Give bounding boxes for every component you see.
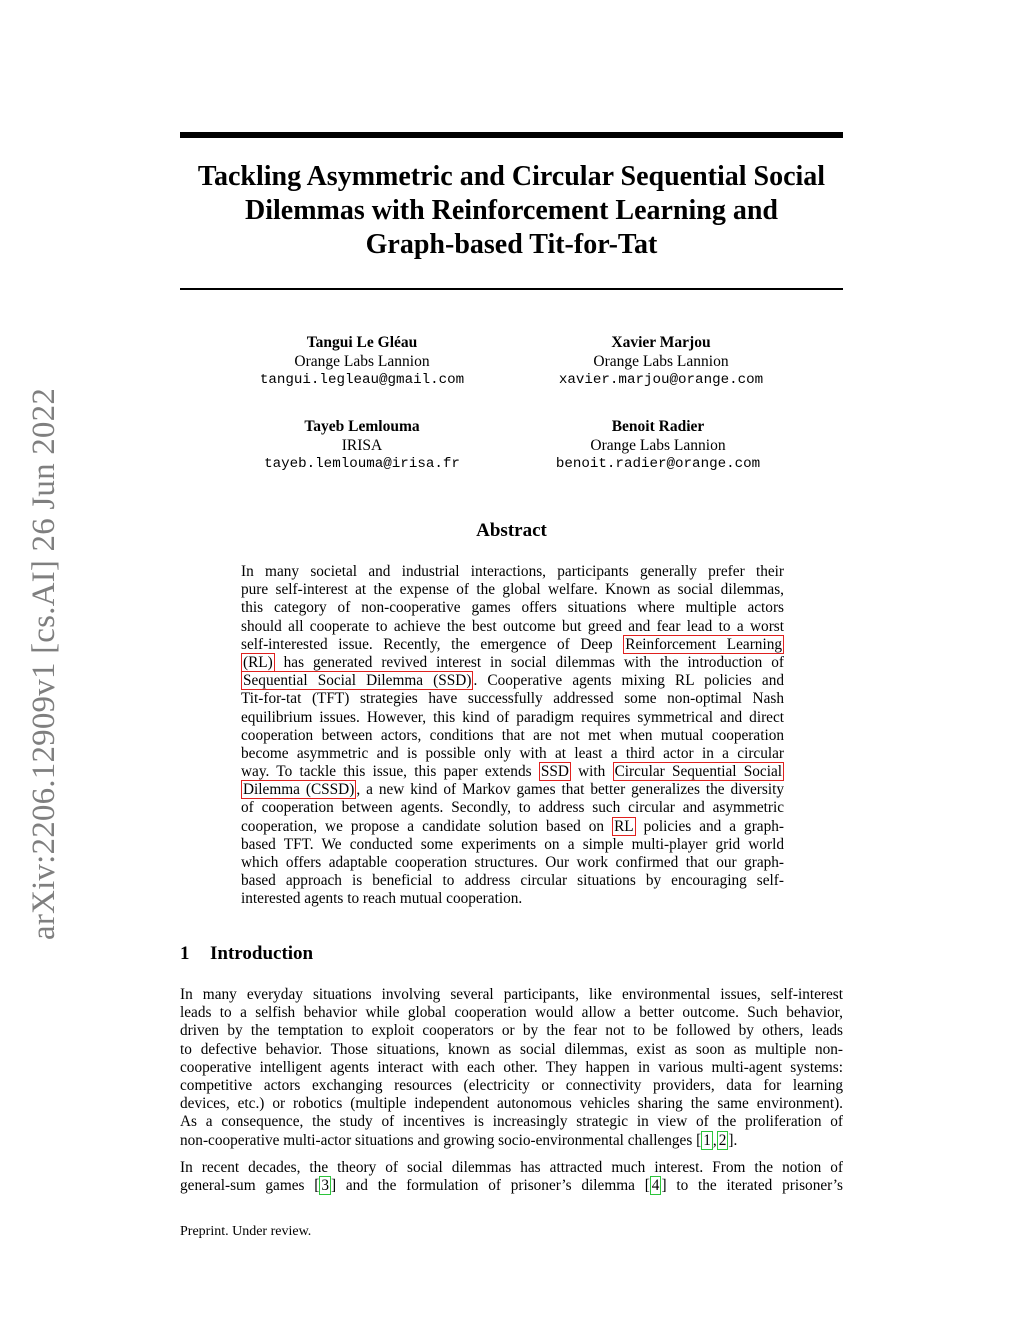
author-name: Xavier Marjou	[611, 334, 711, 351]
author-name: Benoit Radier	[611, 418, 705, 435]
author-email[interactable]: tangui.legleau@gmail.com	[259, 372, 465, 388]
author-name: Tangui Le Gléau	[306, 334, 418, 351]
citation-link[interactable]: 3	[321, 1177, 329, 1195]
text: of cooperation between agents. Secondly, to address such circular and asymmetric	[241, 799, 784, 817]
text: cooperative intelligent agents interact with each other. They happen in various multi-agent systems:	[180, 1058, 843, 1076]
text: self-interested issue. Recently, the emergence of Deep	[241, 635, 624, 653]
abstract-line	[241, 836, 784, 854]
title-rule-top	[180, 132, 843, 138]
text: Tit-for-tat (TFT) strategies have successfully addressed some non-optimal Nash	[241, 690, 784, 708]
text: ].	[728, 1131, 738, 1149]
abstract-line	[241, 890, 784, 908]
paper-title	[180, 160, 843, 262]
text: ,	[712, 1131, 717, 1149]
author-block	[511, 334, 811, 390]
text: policies and a graph-	[635, 817, 784, 835]
text: In many everyday situations involving several participants, like environmental issues, self-interest	[180, 986, 843, 1003]
body-line	[180, 1022, 843, 1040]
body-line	[180, 1177, 843, 1195]
author-affiliation: IRISA	[341, 436, 383, 454]
abstract-line	[241, 709, 784, 727]
body-line	[180, 1004, 843, 1022]
text: cooperation between actors, conditions that are not met when mutual cooperation	[241, 726, 784, 744]
acronym-link-ssd[interactable]: SSD	[540, 763, 569, 781]
abstract-line	[241, 854, 784, 872]
author-affiliation: Orange Labs Lannion	[593, 352, 729, 370]
author-block	[212, 334, 512, 390]
text: has generated revived interest in social dilemmas with the introduction of	[274, 653, 784, 671]
section-heading	[180, 943, 313, 965]
text: ] and the formulation of prisoner’s dilemma [	[331, 1177, 650, 1195]
text: devices, etc.) or robotics (multiple independent autonomous vehicles sharing the same environment).	[180, 1095, 843, 1113]
text: way. To tackle this issue, this paper extends	[241, 763, 539, 781]
text: In many societal and industrial interactions, participants generally prefer their	[241, 563, 784, 580]
citation-link[interactable]: 2	[718, 1131, 727, 1149]
text: As a consequence, the study of incentives is increasingly strategic in view of the proliferation of	[180, 1113, 843, 1131]
text: pure self-interest at the expense of the global welfare. Known as social dilemmas,	[241, 581, 784, 599]
abstract-line	[241, 599, 784, 617]
abstract-line	[241, 654, 784, 672]
section-title: Introduction	[210, 943, 314, 964]
body-line	[180, 1132, 843, 1150]
abstract-line	[241, 872, 784, 890]
author-block	[212, 418, 512, 474]
text: competitive actors exchanging resources (electricity or connectivity providers, data for learning	[180, 1076, 843, 1094]
abstract-line	[241, 727, 784, 745]
page-footer: Preprint. Under review.	[180, 1224, 312, 1239]
abstract-line	[241, 690, 784, 708]
acronym-link-cssd[interactable]: Dilemma (CSSD)	[243, 781, 355, 799]
citation-link[interactable]: 1	[703, 1131, 711, 1149]
abstract-line	[241, 763, 784, 781]
intro-paragraph	[180, 1159, 843, 1195]
title-line: Dilemmas with Reinforcement Learning and	[245, 195, 778, 226]
body-line	[180, 1059, 843, 1077]
title-line: Tackling Asymmetric and Circular Sequential Social	[197, 161, 826, 192]
acronym-link-cssd[interactable]: Circular Sequential Social	[614, 763, 783, 781]
text: equilibrium issues. However, this kind of paradigm requires symmetrical and direct	[241, 708, 784, 726]
acronym-link-rl[interactable]: RL	[614, 817, 634, 835]
text: , a new kind of Markov games that better generalizes the diversity	[356, 781, 784, 799]
body-line	[180, 1113, 843, 1131]
title-line: Graph-based Tit-for-Tat	[365, 229, 658, 260]
author-block	[508, 418, 808, 474]
text: this category of non-cooperative games offers situations where multiple actors	[241, 599, 784, 617]
citation-link[interactable]: 4	[651, 1177, 660, 1195]
title-rule-bottom	[180, 288, 843, 290]
body-line	[180, 1159, 843, 1177]
text: leads to a selfish behavior while global cooperation would allow a better outcome. Such behavior,	[180, 1004, 843, 1022]
text: with	[570, 763, 613, 781]
author-name: Tayeb Lemlouma	[304, 418, 420, 435]
acronym-link-rl[interactable]: Reinforcement Learning	[625, 635, 782, 653]
abstract-line	[241, 581, 784, 599]
abstract-line	[241, 672, 784, 690]
abstract-line	[241, 563, 784, 581]
text: cooperation, we propose a candidate solution based on	[241, 817, 613, 835]
acronym-link-ssd[interactable]: Sequential Social Dilemma (SSD)	[243, 672, 472, 690]
text: to defective behavior. Those situations, known as social dilemmas, exist as soon as multiple non-	[180, 1040, 843, 1058]
author-email[interactable]: tayeb.lemlouma@irisa.fr	[264, 456, 460, 472]
text: which offers adaptable cooperation structures. Our work confirmed that our graph-	[241, 854, 784, 871]
body-line	[180, 1077, 843, 1095]
body-line	[180, 1041, 843, 1059]
author-email[interactable]: xavier.marjou@orange.com	[558, 372, 764, 388]
abstract-heading: Abstract	[476, 520, 547, 541]
abstract-line	[241, 818, 784, 836]
author-email[interactable]: benoit.radier@orange.com	[555, 456, 761, 472]
body-line	[180, 1095, 843, 1113]
abstract-line	[241, 799, 784, 817]
text: based approach is beneficial to address circular situations by encouraging self-	[241, 872, 784, 890]
author-affiliation: Orange Labs Lannion	[294, 352, 430, 370]
text: . Cooperative agents mixing RL policies and	[473, 672, 784, 690]
author-affiliation: Orange Labs Lannion	[590, 436, 726, 454]
abstract-line	[241, 636, 784, 654]
text: driven by the temptation to exploit cooperators or by the fear not to be followed by others, leads	[180, 1022, 843, 1040]
text: general-sum games [	[180, 1177, 320, 1195]
text: should all cooperate to achieve the best outcome but greed and fear lead to a worst	[241, 617, 784, 635]
acronym-link-rl[interactable]: (RL)	[243, 653, 273, 671]
abstract-line	[241, 745, 784, 763]
abstract-line	[241, 781, 784, 799]
text: non-cooperative multi-actor situations and growing socio-environmental challenges [	[180, 1131, 702, 1149]
abstract-line	[241, 618, 784, 636]
intro-paragraph	[180, 986, 843, 1150]
text: In recent decades, the theory of social dilemmas has attracted much interest. From the notion of	[180, 1159, 843, 1176]
arxiv-identifier-stamp: arXiv:2206.12909v1 [cs.AI] 26 Jun 2022	[26, 387, 62, 940]
text: interested agents to reach mutual cooperation.	[241, 890, 523, 908]
abstract-body	[241, 563, 784, 909]
section-number: 1	[180, 943, 190, 964]
text: ] to the iterated prisoner’s	[661, 1177, 843, 1195]
text: become asymmetric and is possible only with at least a third actor in a circular	[241, 744, 784, 762]
body-line	[180, 986, 843, 1004]
text: based TFT. We conducted some experiments on a simple multi-player grid world	[241, 835, 784, 853]
